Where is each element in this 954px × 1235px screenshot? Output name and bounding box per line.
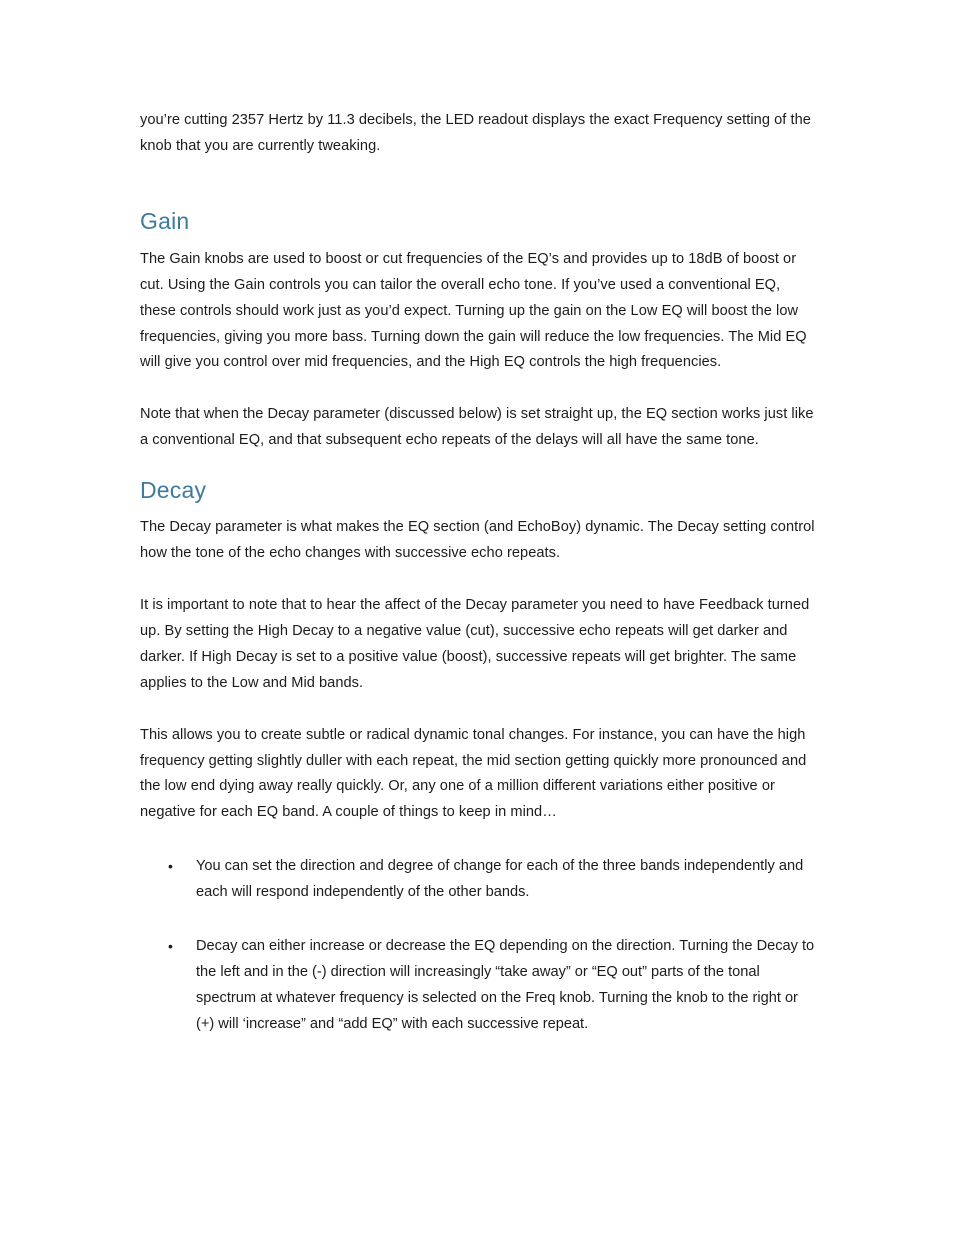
bullet-marker: • xyxy=(168,858,173,875)
decay-bullet-list xyxy=(140,854,816,1037)
intro-paragraph: you’re cutting 2357 Hertz by 11.3 decibels, the LED readout displays the exact Frequency setting of the knob that you are currently tweaking. xyxy=(140,112,811,154)
decay-paragraph-2: It is important to note that to hear the affect of the Decay parameter you need to have Feedback turned up. By setting the High Decay to a negative value (cut), successive echo repeats will get darker and darker. If High Decay is set to a positive value (boost), successive repeats will get brighter. The same applies to the Low and Mid bands. xyxy=(140,596,810,691)
gain-heading: Gain xyxy=(140,207,190,234)
bullet-text: Decay can either increase or decrease the EQ depending on the direction. Turning the Decay to the left and in the (-) direction will increasingly “take away” or “EQ out” parts of the tonal spectrum at whatever frequency is selected on the Freq knob. Turning the knob to the right or (+) will ‘increase” and “add EQ” with each successive repeat. xyxy=(196,938,815,1032)
bullet-marker: • xyxy=(168,938,173,955)
bullet-item xyxy=(140,854,816,906)
document-page xyxy=(140,108,816,1038)
bullet-item xyxy=(140,934,816,1038)
decay-paragraph-3: This allows you to create subtle or radical dynamic tonal changes. For instance, you can have the high frequency getting slightly duller with each repeat, the mid section getting quickly more pronounced and the low end dying away really quickly. Or, any one of a million different variations either positive or negative for each EQ band. A couple of things to keep in mind… xyxy=(140,726,807,821)
bullet-text: You can set the direction and degree of change for each of the three bands independently and each will respond independently of the other bands. xyxy=(196,858,804,901)
gain-paragraph-2: Note that when the Decay parameter (discussed below) is set straight up, the EQ section works just like a conventional EQ, and that subsequent echo repeats of the delays will all have the same tone. xyxy=(140,406,814,449)
decay-paragraph-1: The Decay parameter is what makes the EQ section (and EchoBoy) dynamic. The Decay setting control how the tone of the echo changes with successive echo repeats. xyxy=(140,519,815,562)
decay-heading: Decay xyxy=(140,477,207,504)
gain-paragraph-1: The Gain knobs are used to boost or cut frequencies of the EQ’s and provides up to 18dB of boost or cut. Using the Gain controls you can tailor the overall echo tone. If you’ve used a conventional EQ, these controls should work just as you’d expect. Turning up the gain on the Low EQ will boost the low frequencies, giving you more bass. Turning down the gain will reduce the low frequencies. The Mid EQ will give you control over mid frequencies, and the High EQ controls the high frequencies. xyxy=(140,250,807,371)
